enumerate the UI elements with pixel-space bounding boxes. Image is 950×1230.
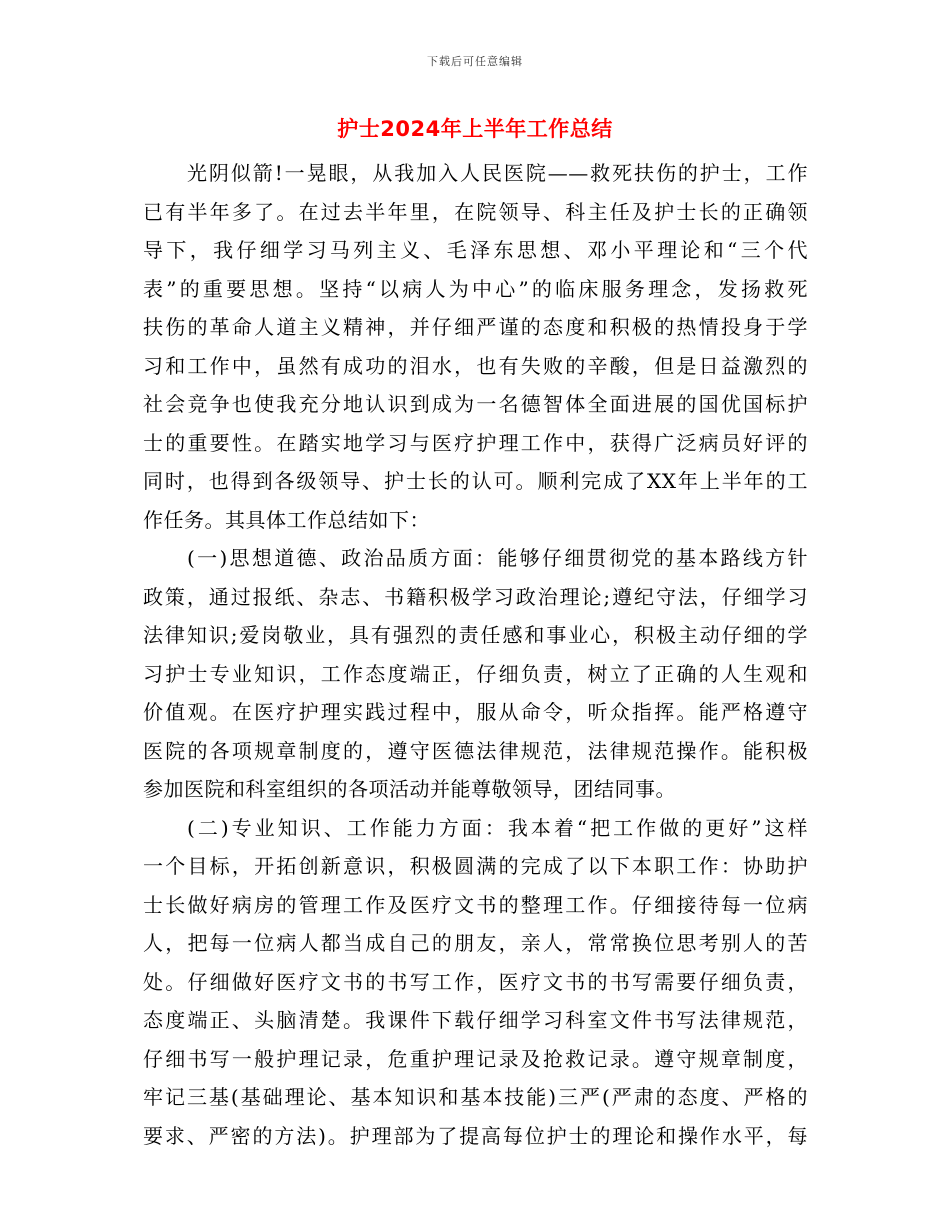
paragraph-line: 要求、严密的方法)。护理部为了提高每位护士的理论和操作水平，每 <box>143 1123 808 1148</box>
paragraph-line: 导下，我仔细学习马列主义、毛泽东思想、邓小平理论和“三个代 <box>143 238 808 262</box>
paragraph-line: 表”的重要思想。坚持“以病人为中心”的临床服务理念，发扬救死 <box>143 276 808 301</box>
paragraph-line: 士长做好病房的管理工作及医疗文书的整理工作。仔细接待每一位病 <box>143 892 808 917</box>
paragraph-line: 人，把每一位病人都当成自己的朋友，亲人，常常换位思考别人的苦 <box>143 931 808 955</box>
paragraph-line: 社会竞争也使我充分地认识到成为一名德智体全面进展的国优国标护 <box>143 392 808 416</box>
paragraph-line: 已有半年多了。在过去半年里，在院领导、科主任及护士长的正确领 <box>143 199 808 224</box>
paragraph-line: (一)思想道德、政治品质方面：能够仔细贯彻党的基本路线方针 <box>187 546 808 570</box>
paragraph-line: 光阴似箭!一晃眼，从我加入人民医院——救死扶伤的护士，工作 <box>187 161 808 185</box>
paragraph-line: 扶伤的革命人道主义精神，并仔细严谨的态度和积极的热情投身于学 <box>143 315 808 339</box>
paragraph-line: (二)专业知识、工作能力方面：我本着“把工作做的更好”这样 <box>187 815 808 840</box>
document-body <box>143 154 808 1155</box>
paragraph-line: 牢记三基(基础理论、基本知识和基本技能)三严(严肃的态度、严格的 <box>143 1085 808 1109</box>
paragraph-line: 习护士专业知识，工作态度端正，仔细负责，树立了正确的人生观和 <box>143 661 808 686</box>
paragraph-line: 士的重要性。在踏实地学习与医疗护理工作中，获得广泛病员好评的 <box>143 430 808 455</box>
paragraph-line: 态度端正、头脑清楚。我课件下载仔细学习科室文件书写法律规范， <box>143 1008 808 1032</box>
paragraph-line: 价值观。在医疗护理实践过程中，服从命令，听众指挥。能严格遵守 <box>143 700 808 724</box>
paragraph-line: 一个目标，开拓创新意识，积极圆满的完成了以下本职工作：协助护 <box>143 854 808 878</box>
paragraph-line: 政策，通过报纸、杂志、书籍积极学习政治理论;遵纪守法，仔细学习 <box>143 584 808 609</box>
document-title: 护士2024年上半年工作总结 <box>337 117 613 141</box>
paragraph-line: 仔细书写一般护理记录，危重护理记录及抢救记录。遵守规章制度， <box>143 1046 808 1071</box>
paragraph-line: 法律知识;爱岗敬业，具有强烈的责任感和事业心，积极主动仔细的学 <box>143 623 808 647</box>
paragraph-line: 作任务。其具体工作总结如下： <box>143 507 430 532</box>
paragraph-line: 参加医院和科室组织的各项活动并能尊敬领导，团结同事。 <box>143 777 676 801</box>
paragraph-line: 处。仔细做好医疗文书的书写工作，医疗文书的书写需要仔细负责， <box>143 969 808 994</box>
header-note: 下载后可任意编辑 <box>427 55 523 68</box>
paragraph-line: 医院的各项规章制度的，遵守医德法律规范，法律规范操作。能积极 <box>143 738 808 763</box>
paragraph-line: 同时，也得到各级领导、护士长的认可。顺利完成了XX年上半年的工 <box>143 469 808 493</box>
paragraph-line: 习和工作中，虽然有成功的泪水，也有失败的辛酸，但是日益激烈的 <box>143 353 808 378</box>
